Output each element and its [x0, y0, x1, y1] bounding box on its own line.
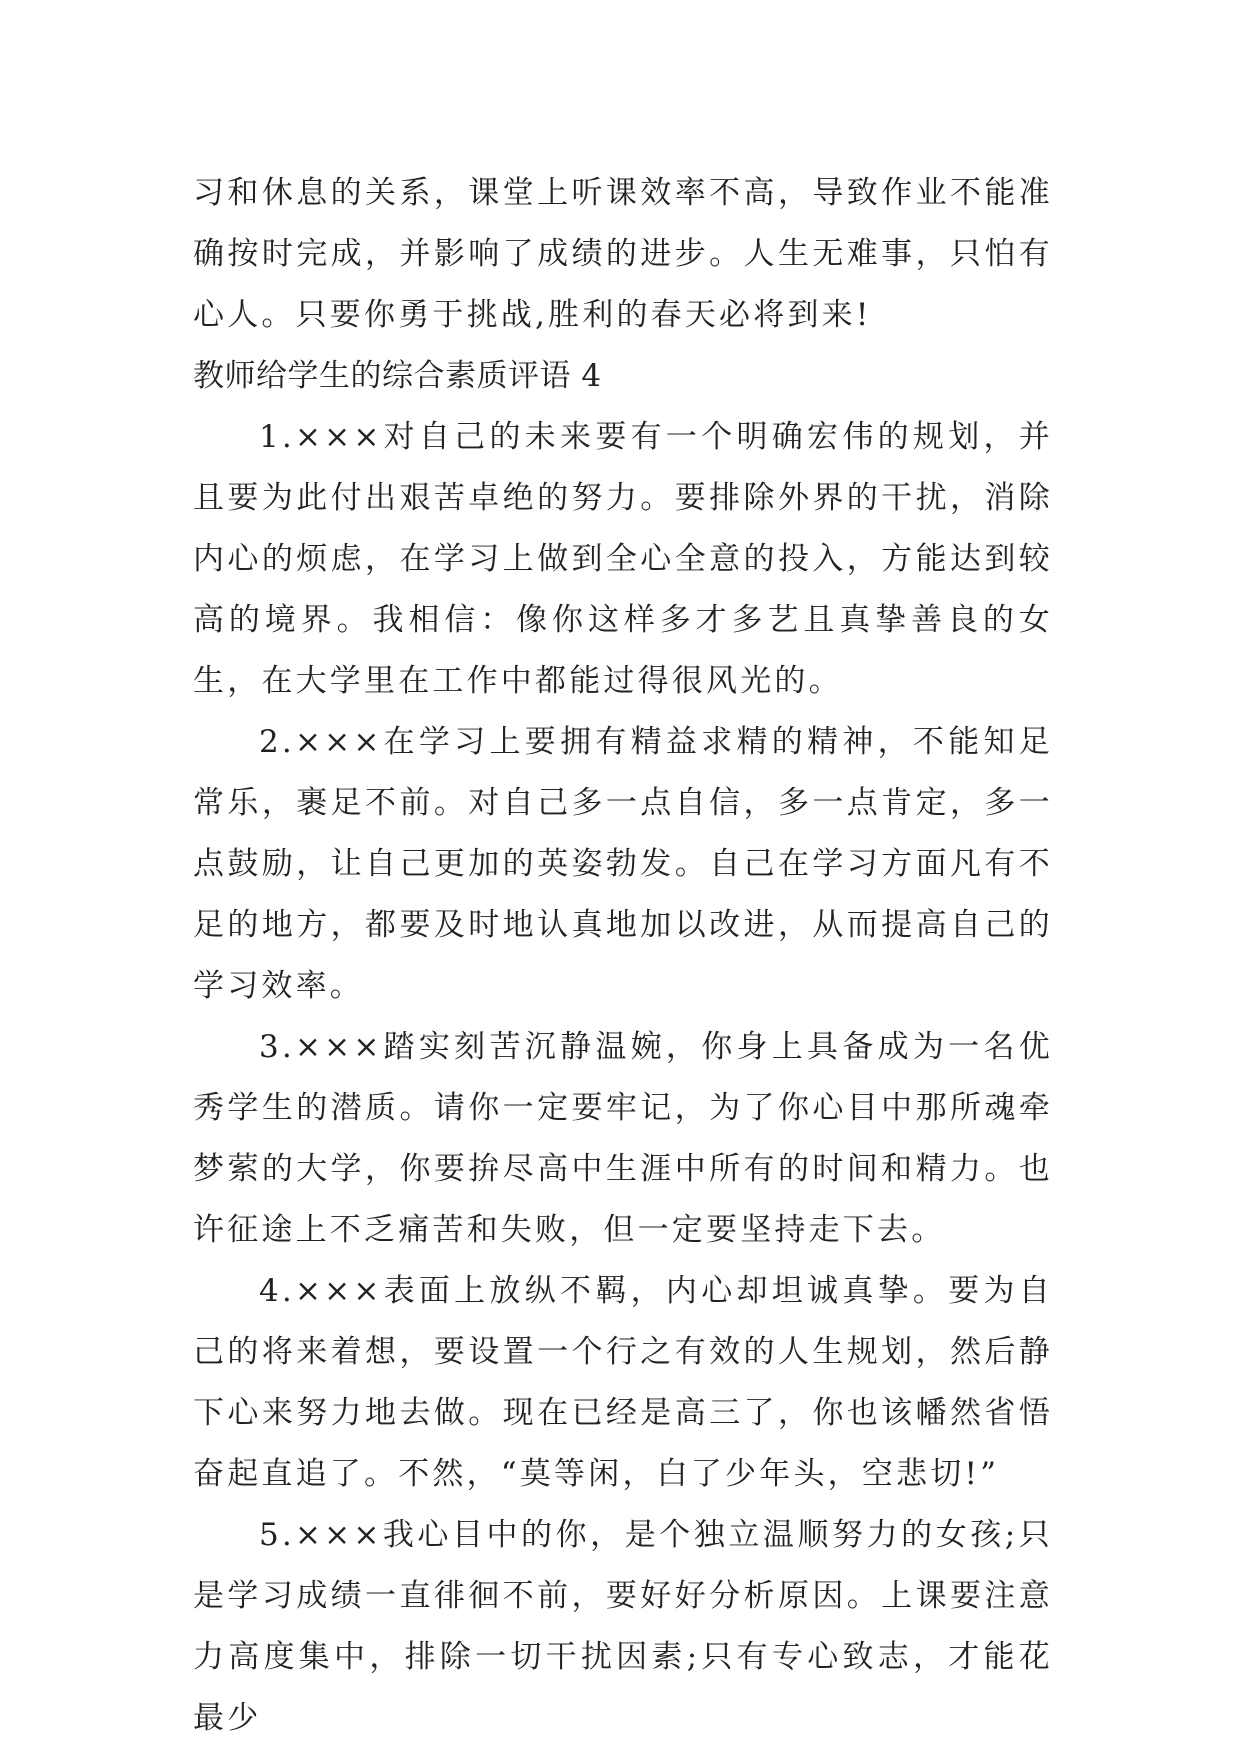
- comment-item-1: 1.×××对自己的未来要有一个明确宏伟的规划，并且要为此付出艰苦卓绝的努力。要排除外界的干扰，消除内心的烦虑，在学习上做到全心全意的投入，方能达到较高的境界。我相信：像你这样多才多艺且真挚善良的女生，在大学里在工作中都能过得很风光的。: [193, 419, 1053, 699]
- comment-item-5: 5.×××我心目中的你，是个独立温顺努力的女孩;只是学习成绩一直徘徊不前，要好好分析原因。上课要注意力高度集中，排除一切干扰因素;只有专心致志，才能花最少: [193, 1517, 1053, 1736]
- document-body: [193, 163, 1053, 1749]
- comment-item-2: 2.×××在学习上要拥有精益求精的精神，不能知足常乐，裹足不前。对自己多一点自信，多一点肯定，多一点鼓励，让自己更加的英姿勃发。自己在学习方面凡有不足的地方，都要及时地认真地加以改进，从而提高自己的学习效率。: [193, 724, 1053, 1004]
- section-heading: 教师给学生的综合素质评语 4: [193, 358, 602, 394]
- continuation-paragraph: 习和休息的关系，课堂上听课效率不高，导致作业不能准确按时完成，并影响了成绩的进步。人生无难事，只怕有心人。只要你勇于挑战,胜利的春天必将到来!: [193, 175, 1053, 333]
- comment-item-3: 3.×××踏实刻苦沉静温婉，你身上具备成为一名优秀学生的潜质。请你一定要牢记，为了你心目中那所魂牵梦萦的大学，你要拚尽高中生涯中所有的时间和精力。也许征途上不乏痛苦和失败，但一定要坚持走下去。: [193, 1029, 1053, 1248]
- comment-item-4: 4.×××表面上放纵不羁，内心却坦诚真挚。要为自己的将来着想，要设置一个行之有效的人生规划，然后静下心来努力地去做。现在已经是高三了，你也该幡然省悟奋起直追了。不然，“莫等闲，白了少年头，空悲切!”: [193, 1273, 1053, 1492]
